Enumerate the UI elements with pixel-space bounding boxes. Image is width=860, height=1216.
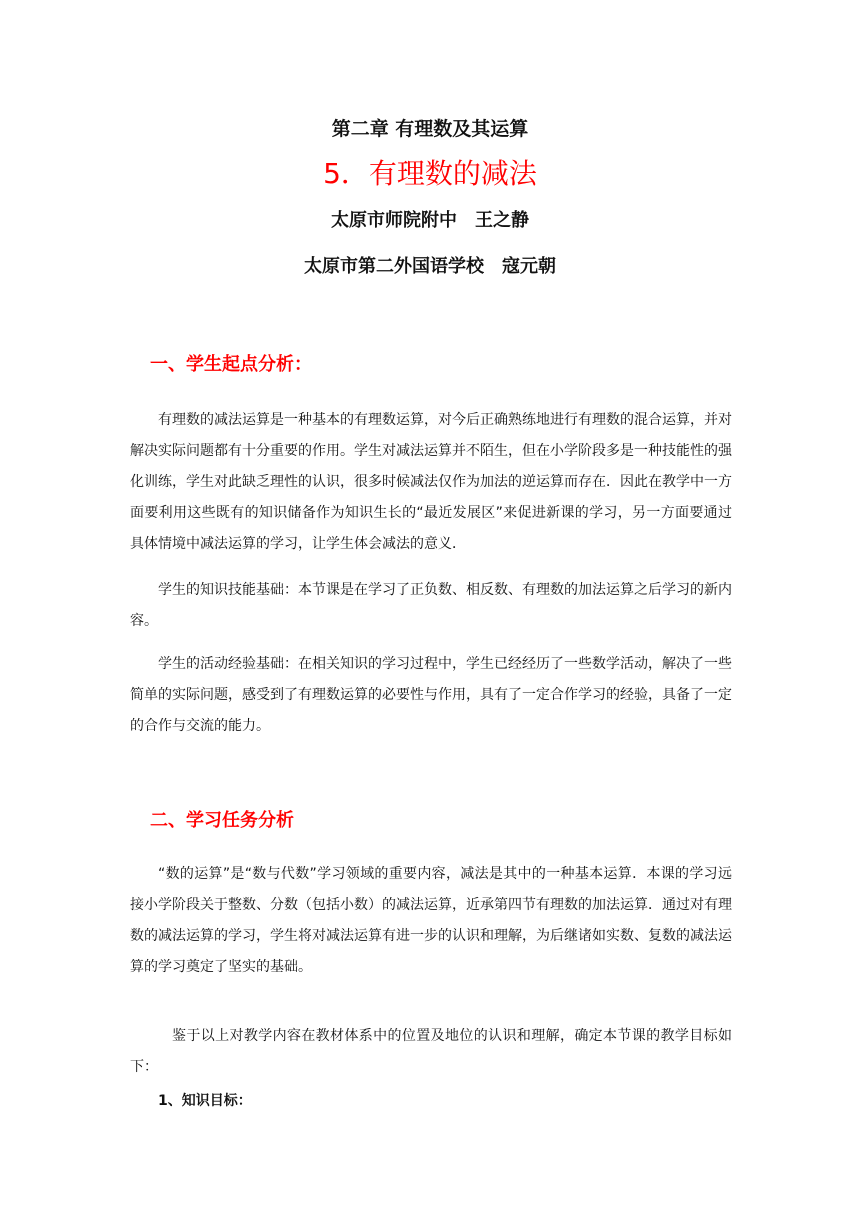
section-heading-task-analysis: 二、学习任务分析 [150,810,294,831]
paragraph: 学生的知识技能基础：本节课是在学习了正负数、相反数、有理数的加法运算之后学习的新内容。 [130,582,732,629]
subheading-knowledge-goals: 1、知识目标： [158,1093,252,1109]
chapter-title: 第二章 有理数及其运算 [331,118,529,140]
paragraph: 鉴于以上对教学内容在教材体系中的位置及地位的认识和理解，确定本节课的教学目标如下： [130,1028,732,1075]
paragraph: “数的运算”是“数与代数”学习领域的重要内容，减法是其中的一种基本运算．本课的学习远接小学阶段关于整数、分数（包括小数）的减法运算，近承第四节有理数的加法运算．通过对有理数的减法运算的学习，学生将对减法运算有进一步的认识和理解，为后继诸如实数、复数的减法运算的学习奠定了坚实的基础。 [130,866,732,975]
lesson-title: 5．有理数的减法 [323,157,537,190]
section-heading-student-analysis: 一、学生起点分析： [150,354,312,375]
paragraph: 有理数的减法运算是一种基本的有理数运算，对今后正确熟练地进行有理数的混合运算，并对解决实际问题都有十分重要的作用。学生对减法运算并不陌生，但在小学阶段多是一种技能性的强化训练，学生对此缺乏理性的认识，很多时候减法仅作为加法的逆运算而存在．因此在教学中一方面要利用这些既有的知识储备作为知识生长的“最近发展区”来促进新课的学习，另一方面要通过具体情境中减法运算的学习，让学生体会减法的意义． [130,412,732,552]
author-line-2: 太原市第二外国语学校 寇元朝 [304,256,556,277]
author-line-1: 太原市师院附中 王之静 [331,210,529,231]
paragraph: 学生的活动经验基础：在相关知识的学习过程中，学生已经经历了一些数学活动，解决了一些简单的实际问题，感受到了有理数运算的必要性与作用，具有了一定合作学习的经验，具备了一定的合作与交流的能力。 [130,656,732,734]
